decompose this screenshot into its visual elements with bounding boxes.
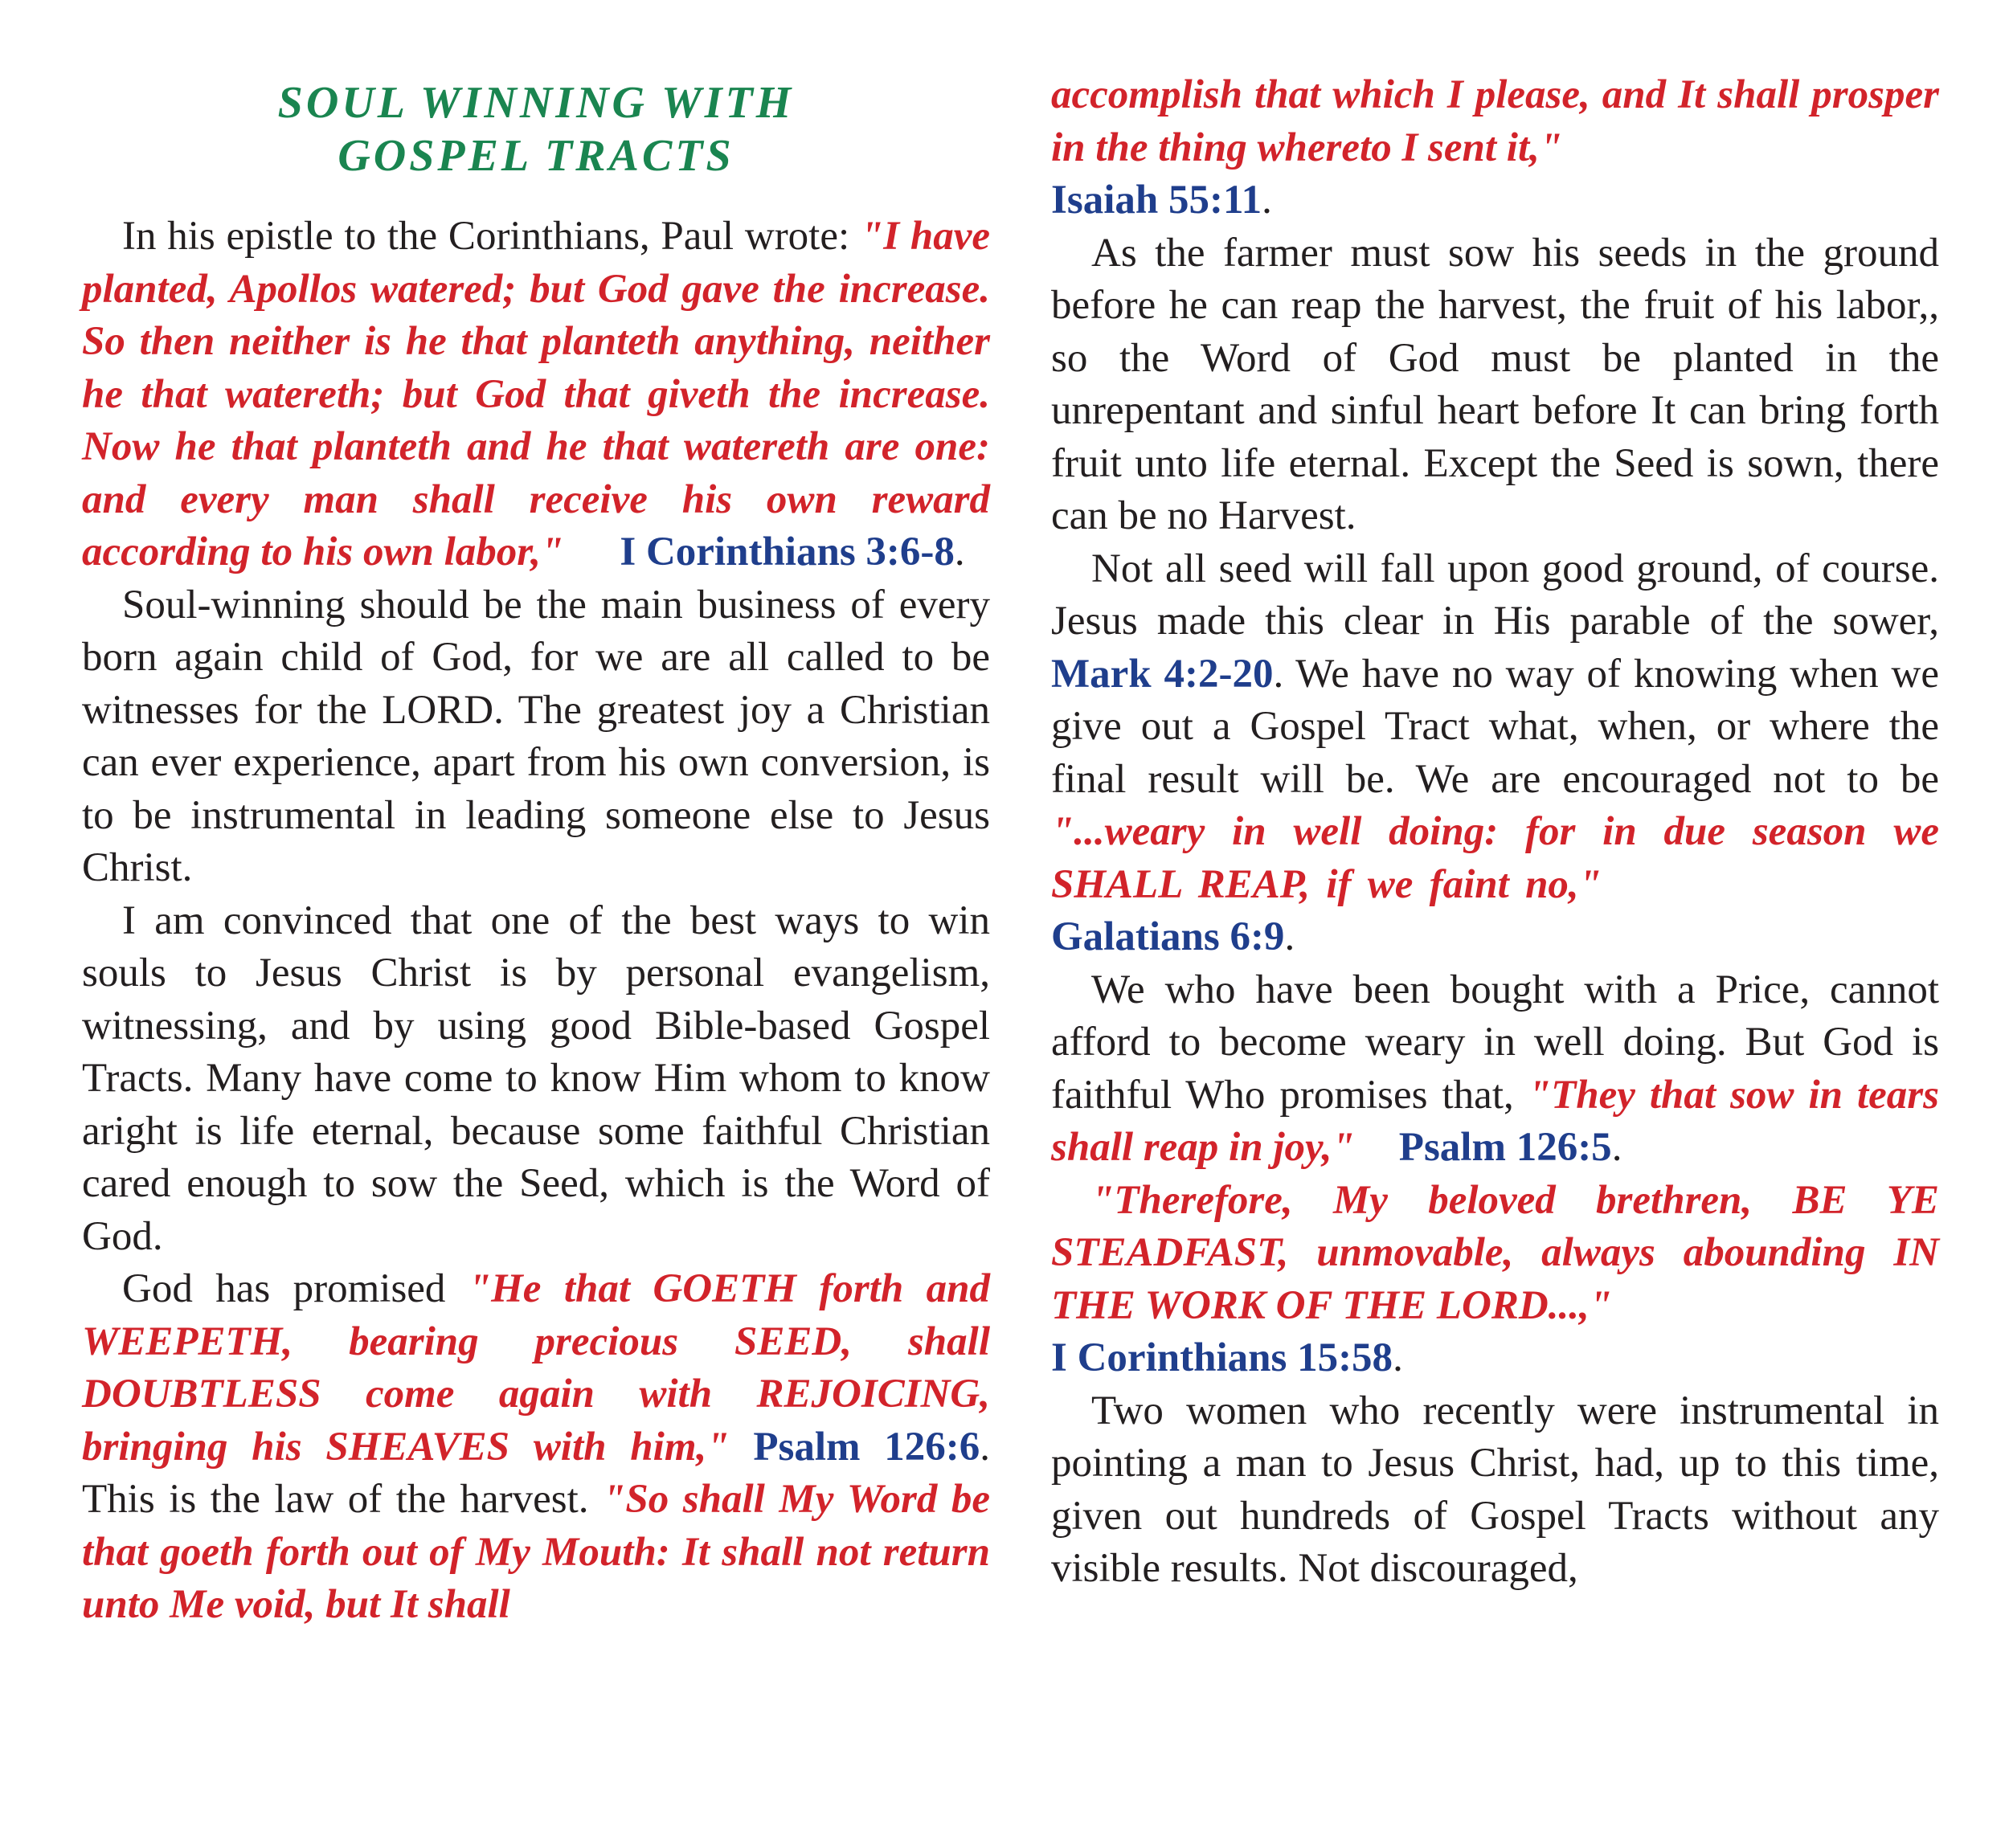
title-line-2: GOSPEL TRACTS (338, 131, 734, 181)
right-text (1051, 69, 1939, 1596)
paragraph-convinced: I am convinced that one of the best ways to win souls to Jesus Christ is by personal evangelism, witnessing, and by using good Bible-based Gospel Tracts. Many have come to know Him whom to know aright is life eternal, because some faithful Christian cared enough to sow the Seed, which is the Word of God. (82, 897, 990, 1259)
title-line-1: SOUL WINNING WITH (277, 78, 795, 128)
scripture-quote: "I have planted, Apollos watered; but God gave the increase. So then neither is he that planteth anything, neither he that watereth; but God that giveth the increase. Now he that planteth and he that watereth are one: and every man shall receive his own reward according to his own labor," (82, 214, 990, 574)
left-text (82, 211, 990, 1632)
scripture-reference-mark: Mark 4:2-20 (1051, 651, 1274, 697)
scripture-quote-isaiah: "So shall My Word be that goeth forth out of My Mouth: It shall not return unto Me void, but It shall (82, 1477, 990, 1627)
page-title (82, 76, 990, 182)
scripture-reference: Psalm 126:6 (753, 1424, 980, 1470)
paragraph-soul-winning: Soul-winning should be the main business of every born again child of God, for we are all called to be witnesses for the LORD. The greatest joy a Christian can ever experience, apart from his own conversion, is to be instrumental in leading someone else to Jesus Christ. (82, 582, 990, 890)
paragraph-seed: Not all seed will fall upon good ground, of course. Jesus made this clear in His parable of the sower, Mark 4:2-20. We have no way of knowing when we give out a Gospel Tract what, when, or where the final result will be. We are encouraged not to be "...weary in well doing: for in due season we SHALL REAP, if we faint no,"Galatians 6:9. (1051, 546, 1939, 959)
scripture-quote: "He that GOETH forth and WEEPETH, bearing precious SEED, shall DOUBTLESS come again with REJOICING, bringing his SHEAVES with him," (82, 1266, 990, 1470)
paragraph-corinthians: In his epistle to the Corinthians, Paul wrote: "I have planted, Apollos watered; but God gave the increase. So then neither is he that planteth anything, neither he that watereth; but God that giveth the increase. Now he that planteth and he that watereth are one: and every man shall receive his own reward according to his own labor," I Corinthians 3:6-8. (82, 214, 990, 574)
scripture-reference: Psalm 126:5 (1398, 1125, 1612, 1170)
paragraph-intro: In his epistle to the Corinthians, Paul wrote: (122, 214, 861, 259)
scripture-quote: "Therefore, My beloved brethren, BE YE STEADFAST, unmovable, always abounding IN THE WORK OF THE LORD...," (1051, 1177, 1939, 1328)
paragraph-intro: God has promised (122, 1266, 468, 1311)
scripture-quote: "...weary in well doing: for in due season we SHALL REAP, if we faint no," (1051, 809, 1939, 907)
isaiah-reference-line: Isaiah 55:11. (1051, 178, 1272, 223)
scripture-quote: accomplish that which I please, and It shall prosper in the thing whereto I sent it," (1051, 72, 1939, 170)
scripture-reference: Isaiah 55:11 (1051, 178, 1262, 223)
paragraph-two-women: Two women who recently were instrumental in pointing a man to Jesus Christ, had, up to this time, given out hundreds of Gospel Tracts without any visible results. Not discouraged, (1051, 1388, 1939, 1591)
scripture-reference: I Corinthians 15:58 (1051, 1335, 1393, 1380)
scripture-reference-galatians: Galatians 6:9 (1051, 914, 1285, 959)
paragraph-promise: God has promised "He that GOETH forth and WEEPETH, bearing precious SEED, shall DOUBTLESS come again with REJOICING, bringing his SHEAVES with him," Psalm 126:6. This is the law of the harvest. "So shall My Word be that goeth forth out of My Mouth: It shall not return unto Me void, but It shall (82, 1266, 991, 1627)
scripture-reference: I Corinthians 3:6-8 (620, 529, 955, 574)
paragraph-steadfast (1051, 1175, 1939, 1333)
scripture-quote: "They that sow in tears shall reap in joy," (1051, 1072, 1939, 1170)
paragraph-farmer: As the farmer must sow his seeds in the ground before he can reap the harvest, the fruit of his labor,, so the Word of God must be planted in the unrepentant and sinful heart before It can bring forth fruit unto life eternal. Except the Seed is sown, there can be no Harvest. (1051, 230, 1939, 538)
paragraph-bought: We who have been bought with a Price, cannot afford to become weary in well doing. But God is faithful Who promises that, "They that sow in tears shall reap in joy," Psalm 126:5. (1051, 967, 1939, 1170)
isaiah-continuation (1051, 69, 1939, 174)
steadfast-reference-line: I Corinthians 15:58. (1051, 1335, 1403, 1380)
